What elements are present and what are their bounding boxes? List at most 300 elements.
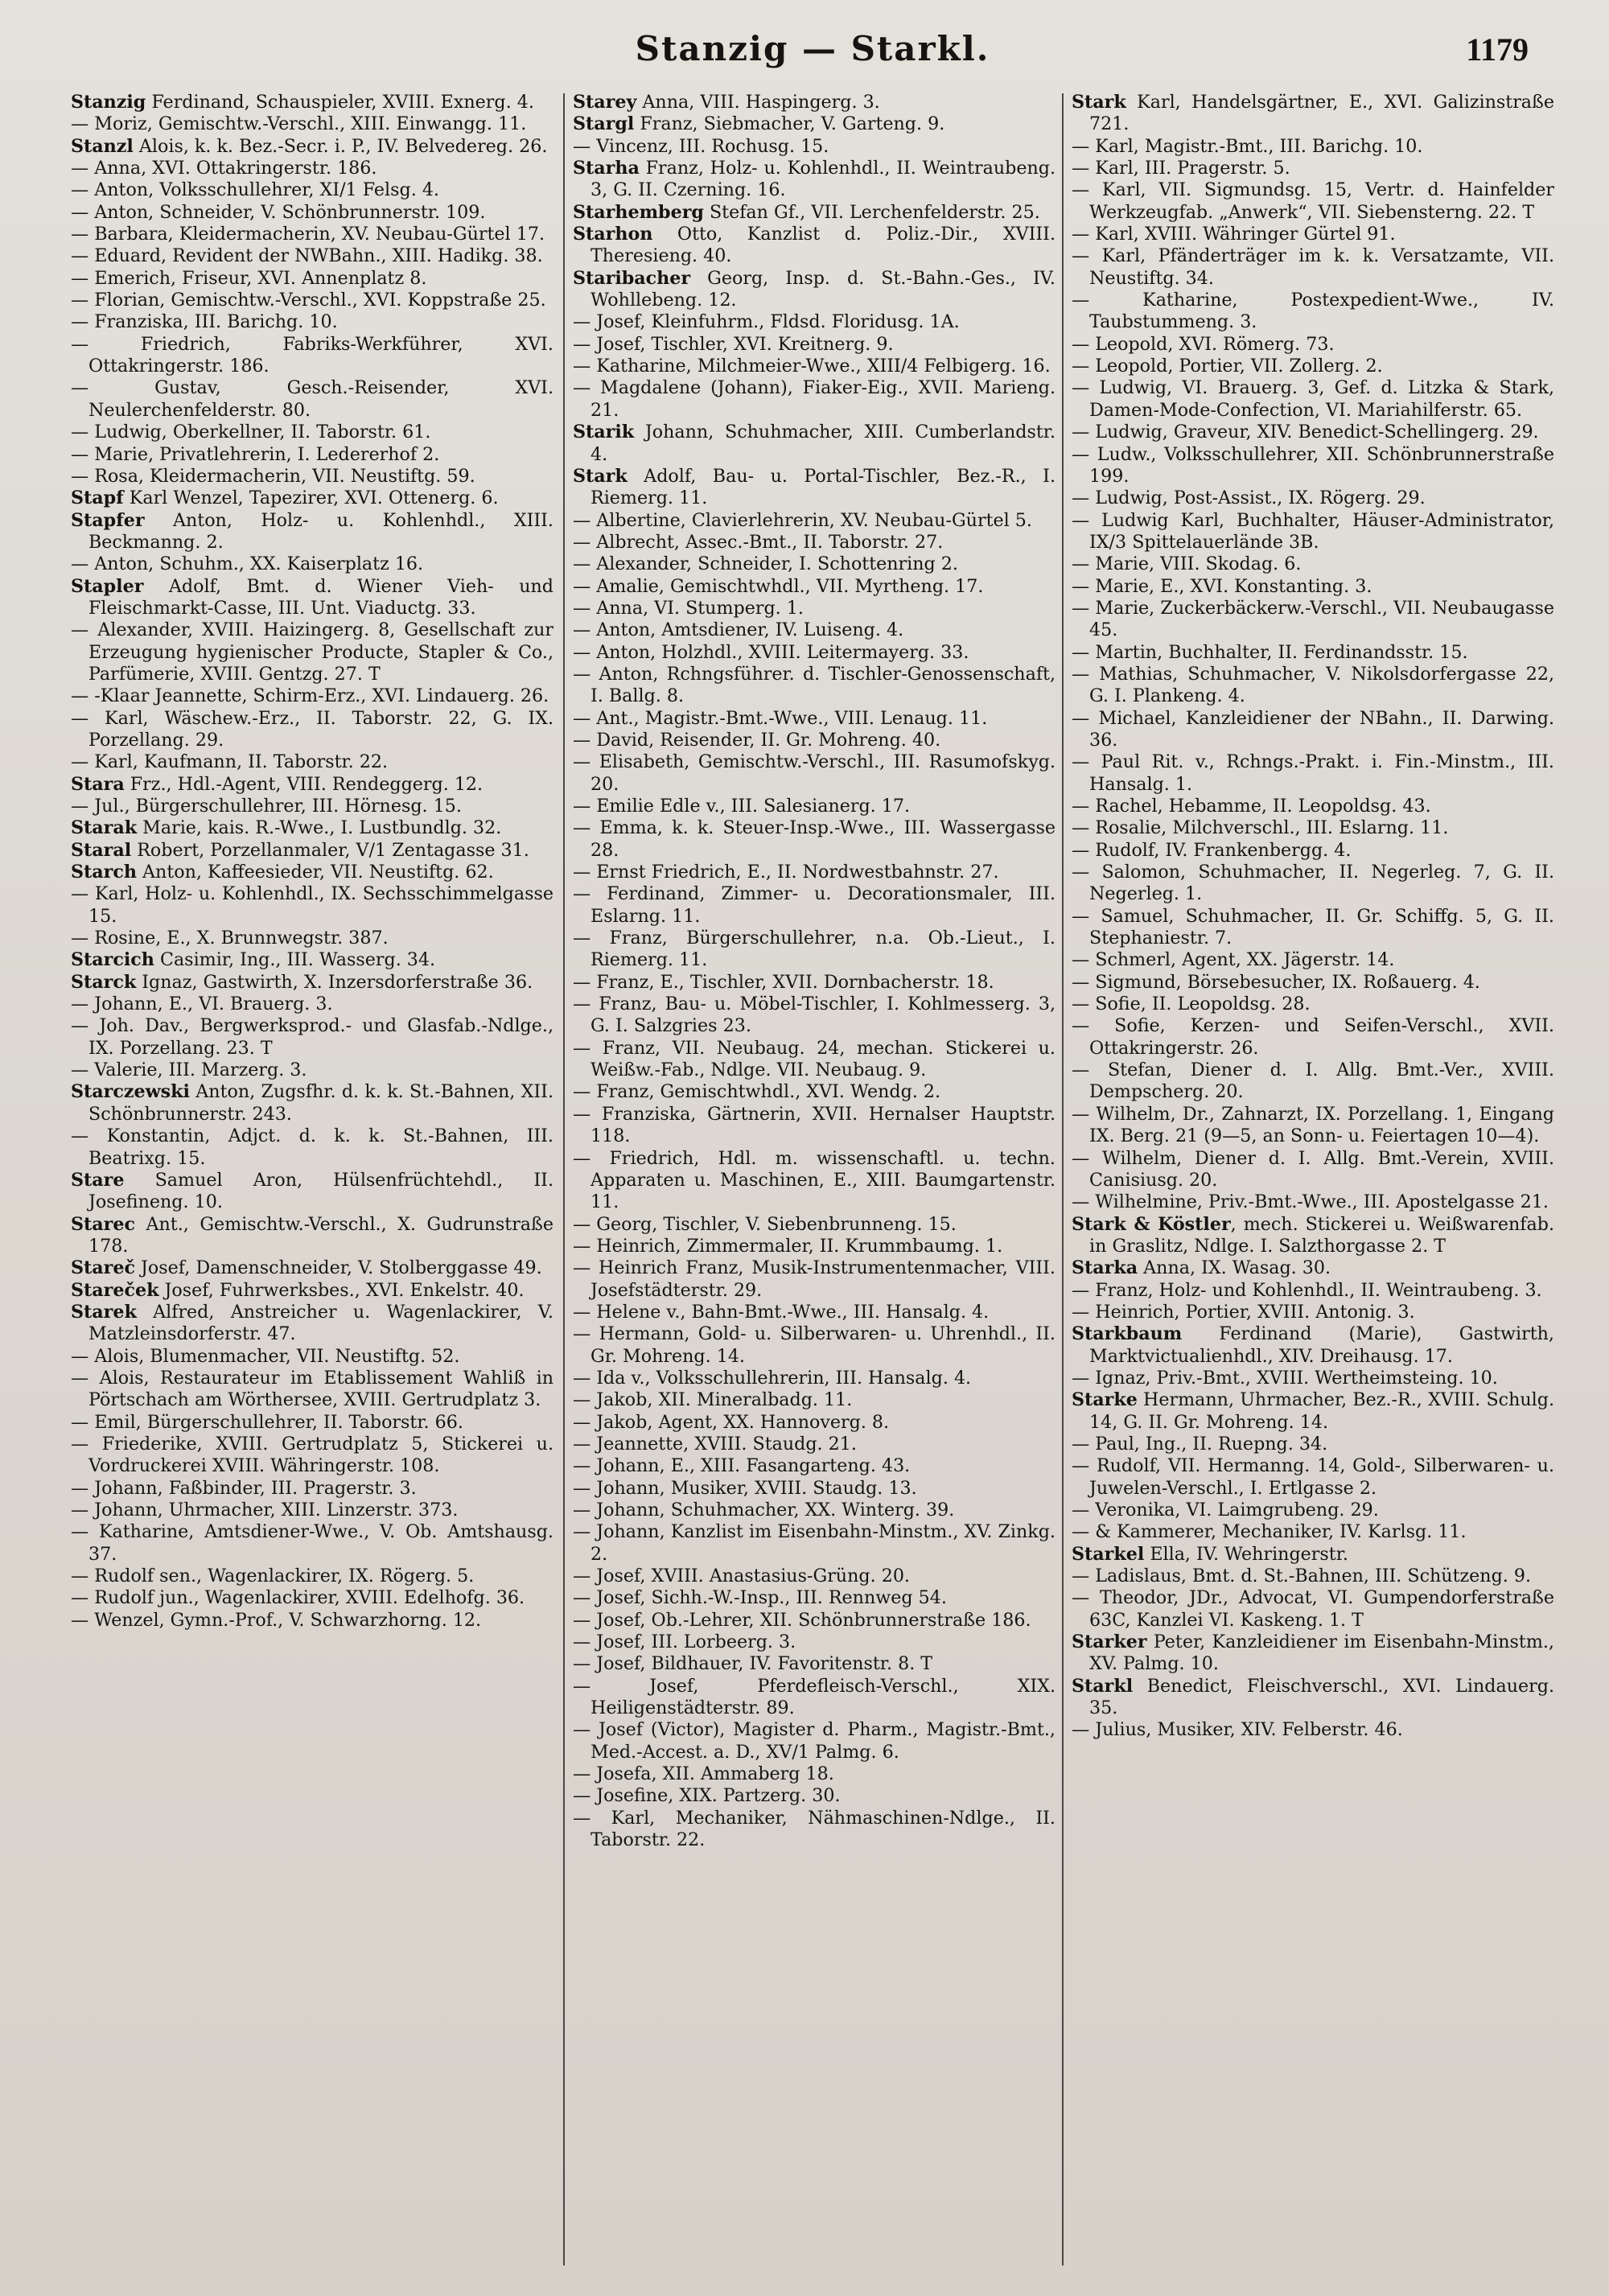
entry-text: — Johann, Kanzlist im Eisenbahn-Minstm., XV. Zinkg. 2. [573, 1521, 1056, 1565]
entry-text: — Franz, Holz- und Kohlenhdl., II. Weintraubeng. 3. [1072, 1279, 1542, 1301]
directory-entry [573, 1323, 1056, 1368]
directory-entry [573, 1389, 1056, 1411]
directory-entry [1072, 553, 1554, 575]
directory-entry [1072, 598, 1554, 642]
directory-entry [71, 619, 553, 685]
entry-text: Otto, Kanzlist d. Poliz.-Dir., XVIII. Theresieng. 40. [591, 224, 1056, 267]
directory-entry [1072, 1719, 1554, 1741]
entry-text: — Martin, Buchhalter, II. Ferdinandsstr. 15. [1072, 641, 1468, 663]
entry-text: — Alois, Restaurateur im Etablissement Wahliß in Pörtschach am Wörthersee, XVIII. Gertrudplatz 3. [71, 1367, 553, 1411]
directory-entry [573, 642, 1056, 664]
entry-text: — Sofie, Kerzen- und Seifen-Verschl., XVII. Ottakringerstr. 26. [1072, 1015, 1554, 1059]
entry-text: Stefan Gf., VII. Lerchenfelderstr. 25. [703, 201, 1040, 223]
directory-entry [573, 1521, 1056, 1566]
entry-text: — Hermann, Gold- u. Silberwaren- u. Uhrenhdl., II. Gr. Mohreng. 14. [573, 1323, 1056, 1367]
entry-text: Anton, Kaffeesieder, VII. Neustiftg. 62. [136, 862, 494, 883]
directory-entry [71, 862, 553, 883]
directory-entry [573, 1455, 1056, 1477]
entry-text: — Josef, Kleinfuhrm., Fldsd. Floridusg. 1A. [573, 311, 960, 333]
entry-text: — Johann, Musiker, XVIII. Staudg. 13. [573, 1477, 917, 1499]
directory-entry [71, 224, 553, 245]
directory-entry [573, 1610, 1056, 1631]
directory-entry [71, 334, 553, 378]
directory-entry [71, 1566, 553, 1587]
entry-text: — Rosine, E., X. Brunnwegstr. 387. [71, 928, 389, 949]
entry-text: Franz, Holz- u. Kohlenhdl., II. Weintraubeng. 3, G. II. Czerning. 16. [591, 158, 1056, 201]
directory-entry [71, 158, 553, 179]
directory-entry [71, 1478, 553, 1500]
entry-surname: Stark & Köstler [1072, 1213, 1231, 1235]
entry-surname: Starik [573, 422, 635, 443]
entry-surname: Starke [1072, 1389, 1138, 1411]
directory-entry [573, 1719, 1056, 1763]
entry-text: — Karl, Pfänderträger im k. k. Versatzamte, VII. Neustiftg. 34. [1072, 245, 1554, 289]
directory-entry [71, 136, 553, 158]
directory-entry [71, 1257, 553, 1279]
entry-text: Adolf, Bau- u. Portal-Tischler, Bez.-R., I. Riemerg. 11. [591, 465, 1056, 509]
directory-entry [71, 179, 553, 201]
directory-entry [573, 1587, 1056, 1609]
directory-entry [71, 1521, 553, 1566]
entry-text: — Karl, XVIII. Währinger Gürtel 91. [1072, 224, 1396, 245]
entry-text: — Rudolf jun., Wagenlackirer, XVIII. Edelhofg. 36. [71, 1587, 525, 1609]
entry-surname: Starkbaum [1072, 1323, 1183, 1345]
entry-text: Frz., Hdl.-Agent, VIII. Rendeggerg. 12. [124, 773, 484, 795]
directory-entry [573, 268, 1056, 312]
entry-text: — Franz, Bürgerschullehrer, n.a. Ob.-Lieut., I. Riemerg. 11. [573, 928, 1056, 971]
entry-text: — Ludwig, Oberkellner, II. Taborstr. 61. [71, 422, 431, 443]
entry-text: — Rudolf, VII. Hermanng. 14, Gold-, Silberwaren- u. Juwelen-Verschl., I. Ertlgasse 2. [1072, 1455, 1554, 1499]
entry-surname: Staral [71, 839, 132, 861]
entry-text: — Anton, Schuhm., XX. Kaiserplatz 16. [71, 553, 424, 575]
entry-text: — Eduard, Revident der NWBahn., XIII. Hadikg. 38. [71, 245, 543, 267]
directory-entry [1072, 1434, 1554, 1455]
running-head: Stanzig — Starkl. [635, 29, 990, 68]
entry-text: — Josef, Tischler, XVI. Kreitnerg. 9. [573, 333, 894, 355]
directory-entry [1072, 245, 1554, 290]
directory-entry [1072, 1214, 1554, 1258]
directory-entry [573, 1257, 1056, 1302]
entry-text: — Karl, Mechaniker, Nähmaschinen-Ndlge., II. Taborstr. 22. [573, 1807, 1056, 1851]
entry-surname: Starkl [1072, 1675, 1134, 1697]
entry-text: Anton, Holz- u. Kohlenhdl., XIII. Beckmanng. 2. [88, 509, 553, 553]
directory-entry [71, 1610, 553, 1631]
directory-entry [1072, 1280, 1554, 1302]
entry-text: — Friedrich, Hdl. m. wissenschaftl. u. techn. Apparaten u. Maschinen, E., XIII. Baumgartenstr. 11. [573, 1147, 1056, 1213]
entry-text: — Franziska, Gärtnerin, XVII. Hernalser Hauptstr. 118. [573, 1103, 1056, 1147]
directory-entry [1072, 334, 1554, 356]
entry-text: — Helene v., Bahn-Bmt.-Wwe., III. Hansalg. 4. [573, 1301, 990, 1323]
directory-entry [573, 1104, 1056, 1148]
directory-entry [573, 1763, 1056, 1785]
directory-entry [1072, 356, 1554, 377]
directory-entry [71, 466, 553, 488]
entry-text: — Emilie Edle v., III. Salesianerg. 17. [573, 796, 911, 817]
entry-text: Ferdinand, Schauspieler, XVIII. Exnerg. 4. [146, 92, 534, 113]
entry-surname: Starch [71, 862, 137, 883]
entry-text: — Paul Rit. v., Rchngs.-Prakt. i. Fin.-Minstm., III. Hansalg. 1. [1072, 751, 1554, 795]
entry-text: — Mathias, Schuhmacher, V. Nikolsdorfergasse 22, G. I. Plankeng. 4. [1072, 663, 1554, 707]
directory-entry [71, 1280, 553, 1302]
directory-entry [573, 158, 1056, 202]
entry-text: — Emerich, Friseur, XVI. Annenplatz 8. [71, 267, 427, 289]
directory-entry [1072, 1191, 1554, 1213]
directory-entry [573, 1566, 1056, 1587]
entry-text: — Emma, k. k. Steuer-Insp.-Wwe., III. Wassergasse 28. [573, 817, 1056, 861]
directory-entry [1072, 796, 1554, 817]
entry-text: — Josef, XVIII. Anastasius-Grüng. 20. [573, 1566, 910, 1587]
directory-entry [71, 553, 553, 575]
directory-entry [71, 311, 553, 333]
directory-entry [1072, 377, 1554, 422]
entry-text: — Sofie, II. Leopoldsg. 28. [1072, 994, 1311, 1015]
entry-text: — Leopold, Portier, VII. Zollerg. 2. [1072, 356, 1383, 377]
directory-entry [71, 774, 553, 796]
directory-entry [71, 949, 553, 971]
directory-entry [71, 113, 553, 135]
column-3 [1072, 92, 1554, 2280]
entry-text: — Ludwig, VI. Brauerg. 3, Gef. d. Litzka & Stark, Damen-Mode-Confection, VI. Mariahilferstr. 65. [1072, 377, 1554, 421]
entry-text: — Josef, Pferdefleisch-Verschl., XIX. Heiligenstädterstr. 89. [573, 1675, 1056, 1719]
directory-entry [573, 862, 1056, 883]
directory-entry [1072, 158, 1554, 179]
entry-text: — Emil, Bürgerschullehrer, II. Taborstr. 66. [71, 1411, 463, 1433]
entry-text: — Michael, Kanzleidiener der NBahn., II. Darwing. 36. [1072, 707, 1554, 751]
entry-text: Josef, Damenschneider, V. Stolberggasse 49. [134, 1257, 542, 1279]
entry-text: , mech. Stickerei u. Weißwarenfab. in Graslitz, Ndlge. I. Salzthorgasse 2. T [1089, 1213, 1554, 1257]
entry-text: — Josef, Bildhauer, IV. Favoritenstr. 8. T [573, 1653, 933, 1675]
entry-text: Josef, Fuhrwerksbes., XVI. Enkelstr. 40. [158, 1279, 525, 1301]
entry-text: — Johann, E., VI. Brauerg. 3. [71, 994, 333, 1015]
directory-entry [1072, 179, 1554, 224]
directory-entry [1072, 1631, 1554, 1676]
directory-entry [573, 817, 1056, 862]
directory-entry [1072, 1302, 1554, 1323]
entry-surname: Starhemberg [573, 201, 704, 223]
directory-entry [1072, 949, 1554, 971]
entry-text: — Rachel, Hebamme, II. Leopoldsg. 43. [1072, 796, 1431, 817]
entry-text: — Heinrich, Portier, XVIII. Antonig. 3. [1072, 1301, 1415, 1323]
directory-entry [1072, 1368, 1554, 1389]
entry-surname: Stara [71, 773, 125, 795]
entry-text: — Rosa, Kleidermacherin, VII. Neustiftg. 59. [71, 465, 475, 487]
directory-entry [71, 1412, 553, 1434]
entry-text: — Karl, III. Pragerstr. 5. [1072, 158, 1290, 179]
entry-text: — Ladislaus, Bmt. d. St.-Bahnen, III. Schützeng. 9. [1072, 1566, 1532, 1587]
directory-entry [573, 334, 1056, 356]
entry-text: Ferdinand (Marie), Gastwirth, Marktvictualienhdl., XIV. Dreihausg. 17. [1089, 1323, 1554, 1367]
entry-surname: Starey [573, 92, 637, 113]
entry-text: — Albrecht, Assec.-Bmt., II. Taborstr. 27. [573, 531, 944, 553]
entry-surname: Stanzl [71, 135, 134, 157]
directory-entry [573, 1676, 1056, 1720]
directory-entry [1072, 708, 1554, 752]
directory-entry [573, 202, 1056, 224]
entry-text: Ant., Gemischtw.-Verschl., X. Gudrunstraße 178. [88, 1213, 553, 1257]
directory-entry [573, 553, 1056, 575]
entry-text: — Moriz, Gemischtw.-Verschl., XIII. Einwangg. 11. [71, 113, 527, 135]
entry-surname: Starcich [71, 949, 154, 971]
directory-entry [1072, 510, 1554, 554]
entry-text: — Sigmund, Börsebesucher, IX. Roßauerg. 4. [1072, 971, 1480, 993]
directory-entry [1072, 840, 1554, 862]
entry-surname: Starker [1072, 1631, 1147, 1653]
entry-text: — Paul, Ing., II. Ruepng. 34. [1072, 1433, 1328, 1455]
directory-entry [1072, 1566, 1554, 1587]
entry-text: — Josef, Ob.-Lehrer, XII. Schönbrunnerstraße 186. [573, 1609, 1031, 1631]
entry-text: — David, Reisender, II. Gr. Mohreng. 40. [573, 729, 941, 751]
directory-entry [1072, 1323, 1554, 1368]
directory-entry [71, 1170, 553, 1214]
entry-text: — Johann, Uhrmacher, XIII. Linzerstr. 373. [71, 1500, 459, 1520]
entry-text: Adolf, Bmt. d. Wiener Vieh- und Fleischmarkt-Casse, III. Unt. Viaductg. 33. [88, 575, 553, 619]
directory-entry [71, 1368, 553, 1412]
entry-text: — Anton, Rchngsführer. d. Tischler-Genossenschaft, I. Ballg. 8. [573, 663, 1056, 707]
directory-entry [573, 598, 1056, 619]
directory-entry [1072, 488, 1554, 509]
entry-text: — Rudolf, IV. Frankenbergg. 4. [1072, 839, 1352, 861]
entry-text: — Johann, E., XIII. Fasangarteng. 43. [573, 1455, 911, 1477]
entry-text: — Karl, Holz- u. Kohlenhdl., IX. Sechsschimmelgasse 15. [71, 883, 553, 927]
entry-text: — Magdalene (Johann), Fiaker-Eig., XVII. Marieng. 21. [573, 377, 1056, 421]
entry-surname: Staribacher [573, 267, 691, 289]
directory-entry [573, 928, 1056, 972]
entry-text: Georg, Insp. d. St.-Bahn.-Ges., IV. Wohllebeng. 12. [591, 267, 1056, 311]
directory-entry [71, 576, 553, 620]
column-rule [1062, 93, 1064, 2265]
directory-entry [1072, 862, 1554, 906]
entry-text: — Ida v., Volksschullehrerin, III. Hansalg. 4. [573, 1367, 972, 1389]
directory-entry [71, 1302, 553, 1346]
directory-entry [1072, 92, 1554, 136]
directory-entry [71, 796, 553, 817]
directory-entry [573, 466, 1056, 510]
entry-text: — Ferdinand, Zimmer- u. Decorationsmaler, III. Eslarng. 11. [573, 883, 1056, 927]
entry-text: — Ludwig, Post-Assist., IX. Rögerg. 29. [1072, 488, 1426, 509]
entry-surname: Starczewski [71, 1081, 190, 1103]
entry-text: — Friederike, XVIII. Gertrudplatz 5, Stickerei u. Vordruckerei XVIII. Währingerstr. 108. [71, 1433, 553, 1477]
entry-text: — Katharine, Amtsdiener-Wwe., V. Ob. Amtshausg. 37. [71, 1521, 553, 1565]
entry-text: — Marie, Privatlehrerin, I. Ledererhof 2. [71, 443, 440, 465]
directory-entry [71, 377, 553, 422]
directory-entry [71, 268, 553, 290]
entry-text: — Schmerl, Agent, XX. Jägerstr. 14. [1072, 949, 1395, 971]
directory-entry [71, 928, 553, 949]
entry-text: — Gustav, Gesch.-Reisender, XVI. Neulerchenfelderstr. 80. [71, 377, 553, 421]
directory-entry [1072, 1015, 1554, 1060]
directory-entry [1072, 1676, 1554, 1720]
entry-text: Ignaz, Gastwirth, X. Inzersdorferstraße 36. [136, 971, 533, 993]
column-1 [71, 92, 553, 2280]
entry-text: Anton, Zugsfhr. d. k. k. St.-Bahnen, XII. Schönbrunnerstr. 243. [88, 1081, 553, 1125]
entry-text: — Rosalie, Milchverschl., III. Eslarng. 11. [1072, 817, 1449, 839]
entry-text: — Alexander, Schneider, I. Schottenring 2. [573, 553, 958, 575]
directory-entry [573, 1631, 1056, 1653]
directory-entry [71, 817, 553, 839]
entry-text: — Ant., Magistr.-Bmt.-Wwe., VIII. Lenaug. 11. [573, 707, 988, 729]
entry-surname: Starka [1072, 1257, 1138, 1279]
entry-text: — Vincenz, III. Rochusg. 15. [573, 135, 829, 157]
entry-text: — Josefa, XII. Ammaberg 18. [573, 1763, 834, 1785]
entry-text: — Anna, VI. Stumperg. 1. [573, 597, 804, 619]
entry-text: — Jul., Bürgerschullehrer, III. Hörnesg. 15. [71, 796, 462, 817]
directory-entry [573, 1302, 1056, 1323]
entry-surname: Starck [71, 971, 137, 993]
directory-entry [573, 422, 1056, 466]
directory-entry [573, 1214, 1056, 1236]
directory-entry [71, 1081, 553, 1125]
entry-text: — Theodor, JDr., Advocat, VI. Gumpendorferstraße 63C, Kanzlei VI. Kaskeng. 1. T [1072, 1587, 1554, 1631]
directory-entry [71, 1346, 553, 1368]
entry-text: Alois, k. k. Bez.-Secr. i. P., IV. Belvedereg. 26. [133, 135, 548, 157]
entry-text: — Florian, Gemischtw.-Verschl., XVI. Koppstraße 25. [71, 290, 546, 311]
directory-entry [71, 1060, 553, 1081]
column-rule [563, 93, 565, 2265]
entry-text: Anna, VIII. Haspingerg. 3. [636, 92, 880, 113]
directory-entry [71, 1125, 553, 1170]
directory-entry [573, 113, 1056, 135]
entry-text: Casimir, Ing., III. Wasserg. 34. [154, 949, 436, 971]
directory-entry [1072, 1389, 1554, 1434]
directory-entry [573, 532, 1056, 553]
page-header [64, 29, 1561, 77]
entry-text: — Josef, Sichh.-W.-Insp., III. Rennweg 54. [573, 1587, 947, 1609]
entry-text: — Josefine, XIX. Partzerg. 30. [573, 1785, 841, 1807]
directory-entry [573, 1412, 1056, 1434]
entry-text: — Franz, Gemischtwhdl., XVI. Wendg. 2. [573, 1081, 941, 1103]
entry-text: — Marie, Zuckerbäckerw.-Verschl., VII. Neubaugasse 45. [1072, 597, 1554, 641]
directory-entry [71, 994, 553, 1015]
directory-entry [573, 224, 1056, 268]
directory-entry [1072, 642, 1554, 664]
entry-text: Karl Wenzel, Tapezirer, XVI. Ottenerg. 6. [123, 488, 499, 509]
entry-surname: Stanzig [71, 92, 146, 113]
entry-text: — Karl, Kaufmann, II. Taborstr. 22. [71, 751, 389, 773]
entry-surname: Starek [71, 1301, 137, 1323]
directory-entry [71, 290, 553, 311]
directory-entry [1072, 224, 1554, 245]
entry-text: — Josef, III. Lorbeerg. 3. [573, 1631, 796, 1653]
directory-entry [573, 136, 1056, 158]
directory-entry [1072, 136, 1554, 158]
directory-entry [71, 840, 553, 862]
directory-entry [573, 883, 1056, 928]
entry-surname: Stark [1072, 92, 1126, 113]
directory-entry [573, 356, 1056, 377]
entry-text: — Jakob, XII. Mineralbadg. 11. [573, 1389, 853, 1411]
entry-text: — Ludw., Volksschullehrer, XII. Schönbrunnerstraße 199. [1072, 443, 1554, 487]
entry-text: — Valerie, III. Marzerg. 3. [71, 1060, 307, 1081]
directory-entry [71, 1587, 553, 1609]
entry-text: — Franziska, III. Barichg. 10. [71, 311, 338, 333]
directory-entry [573, 972, 1056, 994]
entry-surname: Stareček [71, 1279, 159, 1301]
directory-entry [573, 377, 1056, 422]
entry-text: — Barbara, Kleidermacherin, XV. Neubau-Gürtel 17. [71, 224, 545, 245]
entry-text: — Konstantin, Adjct. d. k. k. St.-Bahnen, III. Beatrixg. 15. [71, 1125, 553, 1169]
directory-entry [1072, 906, 1554, 950]
directory-entry [1072, 664, 1554, 708]
entry-text: Anna, IX. Wasag. 30. [1138, 1257, 1331, 1279]
directory-entry [71, 883, 553, 928]
entry-text: — Wilhelm, Diener d. I. Allg. Bmt.-Verein, XVIII. Canisiusg. 20. [1072, 1147, 1554, 1191]
entry-text: — Albertine, Clavierlehrerin, XV. Neubau-Gürtel 5. [573, 509, 1032, 531]
directory-entry [573, 1081, 1056, 1103]
directory-entry [71, 1015, 553, 1060]
directory-entry [573, 796, 1056, 817]
entry-text: — Franz, VII. Neubaug. 24, mechan. Stickerei u. Weißw.-Fab., Ndlge. VII. Neubaug. 9. [573, 1037, 1056, 1081]
entry-text: — Ludwig Karl, Buchhalter, Häuser-Administrator, IX/3 Spittelauerlände 3B. [1072, 509, 1554, 553]
directory-entry [1072, 972, 1554, 994]
entry-text: — Veronika, VI. Laimgrubeng. 29. [1072, 1500, 1379, 1520]
entry-text: Benedict, Fleischverschl., XVI. Lindauerg. 35. [1089, 1675, 1554, 1719]
entry-surname: Stareč [71, 1257, 135, 1279]
directory-entry [71, 422, 553, 443]
directory-entry [573, 619, 1056, 641]
entry-text: — Salomon, Schuhmacher, II. Negerleg. 7, G. II. Negerleg. 1. [1072, 862, 1554, 905]
entry-text: — Marie, VIII. Skodag. 6. [1072, 553, 1302, 575]
directory-entry [71, 488, 553, 509]
directory-entry [71, 1500, 553, 1521]
directory-entry [71, 444, 553, 466]
entry-text: — Rudolf sen., Wagenlackirer, IX. Rögerg. 5. [71, 1566, 475, 1587]
entry-text: — -Klaar Jeannette, Schirm-Erz., XVI. Lindauerg. 26. [71, 685, 549, 707]
directory-entry [573, 1478, 1056, 1500]
entry-surname: Starak [71, 817, 138, 839]
entry-text: Samuel Aron, Hülsenfrüchtehdl., II. Josefineng. 10. [88, 1169, 553, 1213]
entry-text: — Karl, VII. Sigmundsg. 15, Vertr. d. Hainfelder Werkzeugfab. „Anwerk“, VII. Siebensterng. 22. T [1072, 179, 1554, 223]
entry-text: — Ernst Friedrich, E., II. Nordwestbahnstr. 27. [573, 862, 999, 883]
entry-text: — Anton, Schneider, V. Schönbrunnerstr. 109. [71, 201, 486, 223]
directory-entry [1072, 994, 1554, 1015]
entry-text: — Heinrich Franz, Musik-Instrumentenmacher, VIII. Josefstädterstr. 29. [573, 1257, 1056, 1301]
entry-text: — Anna, XVI. Ottakringerstr. 186. [71, 158, 377, 179]
entry-surname: Stapf [71, 488, 124, 509]
entry-surname: Stargl [573, 113, 635, 135]
directory-entry [71, 92, 553, 113]
directory-entry [573, 1368, 1056, 1389]
entry-text: — Ignaz, Priv.-Bmt., XVIII. Wertheimsteing. 10. [1072, 1367, 1498, 1389]
directory-entry [573, 1500, 1056, 1521]
directory-entry [1072, 1544, 1554, 1566]
entry-text: — Julius, Musiker, XIV. Felberstr. 46. [1072, 1719, 1403, 1741]
directory-entry [71, 510, 553, 554]
directory-entry [71, 972, 553, 994]
entry-text: Karl, Handelsgärtner, E., XVI. Galizinstraße 721. [1089, 92, 1554, 135]
directory-entry [573, 1038, 1056, 1082]
entry-surname: Starha [573, 158, 640, 179]
entry-text: — Alois, Blumenmacher, VII. Neustiftg. 52. [71, 1345, 460, 1367]
directory-entry [573, 708, 1056, 730]
entry-text: Ella, IV. Wehringerstr. [1144, 1543, 1348, 1565]
directory-entry [573, 730, 1056, 751]
directory-entry [573, 1785, 1056, 1807]
directory-entry [1072, 422, 1554, 443]
directory-entry [71, 708, 553, 752]
entry-text: — Heinrich, Zimmermaler, II. Krummbaumg. 1. [573, 1235, 1003, 1257]
directory-entry [1072, 1257, 1554, 1279]
entry-text: — Johann, Schuhmacher, XX. Winterg. 39. [573, 1500, 955, 1520]
directory-entry [573, 311, 1056, 333]
directory-entry [1072, 1455, 1554, 1500]
entry-text: Hermann, Uhrmacher, Bez.-R., XVIII. Schulg. 14, G. II. Gr. Mohreng. 14. [1089, 1389, 1554, 1433]
directory-entry [71, 1214, 553, 1258]
directory-entry [573, 1434, 1056, 1455]
entry-text: — Joh. Dav., Bergwerksprod.- und Glasfab.-Ndlge., IX. Porzellang. 23. T [71, 1015, 553, 1059]
entry-text: — Anton, Amtsdiener, IV. Luiseng. 4. [573, 619, 904, 641]
entry-text: — Karl, Wäschew.-Erz., II. Taborstr. 22, G. IX. Porzellang. 29. [71, 707, 553, 751]
directory-entry [1072, 1060, 1554, 1104]
